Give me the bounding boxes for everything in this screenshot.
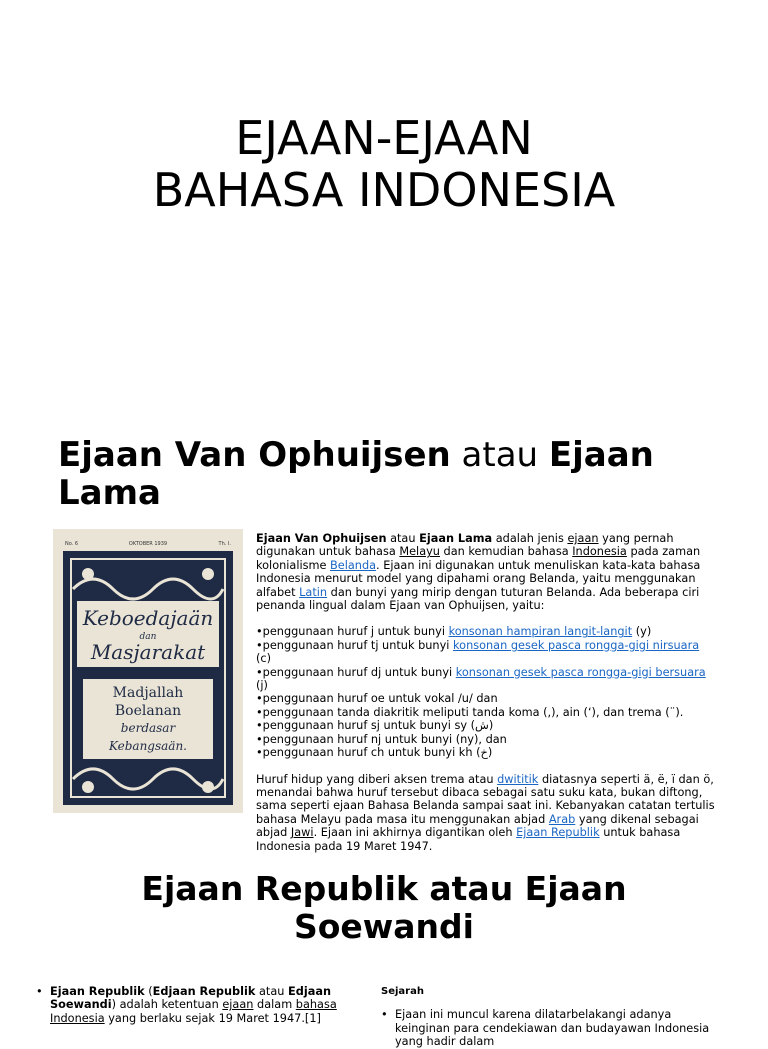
def-text-2: atau xyxy=(255,985,289,998)
feature-2-suffix: (c) xyxy=(256,652,272,666)
def-bold-3: Edjaan Soewandi xyxy=(50,985,331,1012)
link-ejaan-republik[interactable]: Ejaan Republik xyxy=(516,826,600,840)
cover-title-line1: Keboedajaän xyxy=(82,606,214,630)
cover-title-and: dan xyxy=(139,632,157,642)
feature-3-suffix: (j) xyxy=(256,679,268,693)
intro-text-4: dan kemudian bahasa xyxy=(439,545,573,559)
section2-right-column xyxy=(381,985,721,1049)
intro-bold-2: Ejaan Lama xyxy=(419,532,493,545)
magazine-cover-image xyxy=(53,529,243,813)
feature-item: •penggunaan huruf sj untuk bunyi sy (ش) xyxy=(256,719,494,733)
closing-text-2: diatasnya seperti ä, ë, ï dan ö, menandai bahwa huruf tersebut dibaca sebagai satu suku kata, bukan diftong, sama seperti ejaan Bahasa Belanda sampai saat ini. Kebanyakan catatan tertulis bahasa Melayu pada masa itu menggunakan abjad xyxy=(256,772,715,826)
section1-heading-bold1: Ejaan Van Ophuijsen xyxy=(58,435,451,475)
def-text-1: ( xyxy=(144,985,153,998)
cover-header-left: No. 6 xyxy=(65,541,79,547)
magazine-cover-illustration xyxy=(53,529,243,813)
sejarah-item-text: Ejaan ini muncul karena dilatarbelakangi adanya keinginan para cendekiawan dan budayawan Indonesia yang hadir dalam xyxy=(395,1008,710,1049)
section2-heading xyxy=(0,870,768,946)
cover-header-mid: OKTOBER 1939 xyxy=(128,541,168,547)
section2-heading-line2: Soewandi xyxy=(293,907,474,946)
closing-text-1: Huruf hidup yang diberi aksen trema atau xyxy=(256,772,498,786)
section1-heading-mid: atau xyxy=(450,435,549,475)
cover-subtitle-line1: Madjallah xyxy=(112,685,184,701)
link-dwititik[interactable]: dwititik xyxy=(497,772,539,786)
cover-subtitle-line2: Boelanan xyxy=(114,703,182,719)
link-indonesia[interactable]: Indonesia xyxy=(572,545,627,559)
intro-text-7: dan bunyi yang mirip dengan tuturan Belanda. Ada beberapa ciri penanda lingual dalam Ejaan van Ophuijsen, yaitu: xyxy=(256,585,700,613)
def-bold-2: Edjaan Republik xyxy=(152,985,256,998)
feature-item: •penggunaan huruf ch untuk bunyi kh (خ) xyxy=(256,746,493,760)
feature-item: •penggunaan huruf nj untuk bunyi (ny), dan xyxy=(256,732,507,746)
feature-item: •penggunaan tanda diakritik meliputi tanda koma (,), ain (‘), dan trema (¨). xyxy=(256,705,684,719)
feature-3-text: •penggunaan huruf dj untuk bunyi xyxy=(256,665,456,679)
cover-subtitle-line4: Kebangsaän. xyxy=(109,739,187,753)
intro-text-6: . Ejaan ini digunakan untuk menuliskan kata-kata bahasa Indonesia menurut model yang dipahami orang Belanda, yaitu menggunakan alfabet xyxy=(256,558,701,599)
feature-item: •penggunaan huruf oe untuk vokal /u/ dan xyxy=(256,692,498,706)
slide-title-line2: BAHASA INDONESIA xyxy=(152,163,616,217)
link-belanda[interactable]: Belanda xyxy=(330,558,377,572)
section2-left-column xyxy=(36,985,366,1025)
list-item xyxy=(381,1008,721,1048)
link-jawi[interactable]: Jawi xyxy=(290,826,314,840)
feature-item xyxy=(256,625,716,638)
feature-1-suffix: (y) xyxy=(632,625,652,639)
definition-paragraph xyxy=(50,985,366,1025)
section2-heading-line1: Ejaan Republik atau Ejaan xyxy=(141,869,627,908)
feature-item xyxy=(256,666,716,693)
def-bold-1: Ejaan Republik xyxy=(50,985,145,998)
feature-2-text: •penggunaan huruf tj untuk bunyi xyxy=(256,638,454,652)
closing-text-3: yang dikenal sebagai abjad xyxy=(256,812,699,840)
feature-1-text: •penggunaan huruf j untuk bunyi xyxy=(256,625,449,639)
intro-paragraph xyxy=(256,532,716,612)
section1-body xyxy=(256,532,716,853)
sejarah-label: Sejarah xyxy=(381,986,424,997)
cover-subtitle-line3: berdasar xyxy=(120,721,176,735)
link-ejaan[interactable]: ejaan xyxy=(567,532,599,545)
bullet-icon: • xyxy=(381,1008,388,1022)
closing-text-5: untuk bahasa Indonesia pada 19 Maret 1947. xyxy=(256,826,681,853)
closing-text-4: . Ejaan ini akhirnya digantikan oleh xyxy=(313,826,517,840)
feature-item xyxy=(256,639,716,666)
link-arab[interactable]: Arab xyxy=(548,812,576,826)
def-text-4: dalam xyxy=(253,998,296,1012)
link-ejaan-2[interactable]: ejaan xyxy=(222,998,254,1012)
link-latin[interactable]: Latin xyxy=(299,585,328,599)
cover-header-right: Th. I. xyxy=(218,541,231,547)
def-text-3: ) adalah ketentuan xyxy=(111,998,223,1012)
closing-paragraph xyxy=(256,773,716,853)
intro-text-1: atau xyxy=(386,532,420,545)
intro-bold-1: Ejaan Van Ophuijsen xyxy=(256,532,387,545)
section1-heading xyxy=(58,436,738,512)
slide-title xyxy=(0,112,768,216)
link-konsonan-nirsuara[interactable]: konsonan gesek pasca rongga-gigi nirsuara xyxy=(453,638,700,652)
def-text-5: yang berlaku sejak 19 Maret 1947.[1] xyxy=(104,1011,321,1025)
intro-text-5: pada zaman kolonialisme xyxy=(256,545,701,572)
intro-text-2: adalah jenis xyxy=(492,532,568,545)
intro-text-3: yang pernah digunakan untuk bahasa xyxy=(256,532,674,559)
link-konsonan-hampiran[interactable]: konsonan hampiran langit-langit xyxy=(448,625,633,639)
section1-heading-bold2: Ejaan Lama xyxy=(58,435,654,513)
bullet-icon: • xyxy=(36,985,43,998)
link-konsonan-bersuara[interactable]: konsonan gesek pasca rongga-gigi bersuara xyxy=(455,665,706,679)
link-melayu[interactable]: Melayu xyxy=(399,545,440,559)
slide-title-line1: EJAAN-EJAAN xyxy=(235,111,533,165)
link-bahasa-indonesia[interactable]: bahasa Indonesia xyxy=(50,998,337,1025)
cover-title-line2: Masjarakat xyxy=(90,640,206,664)
